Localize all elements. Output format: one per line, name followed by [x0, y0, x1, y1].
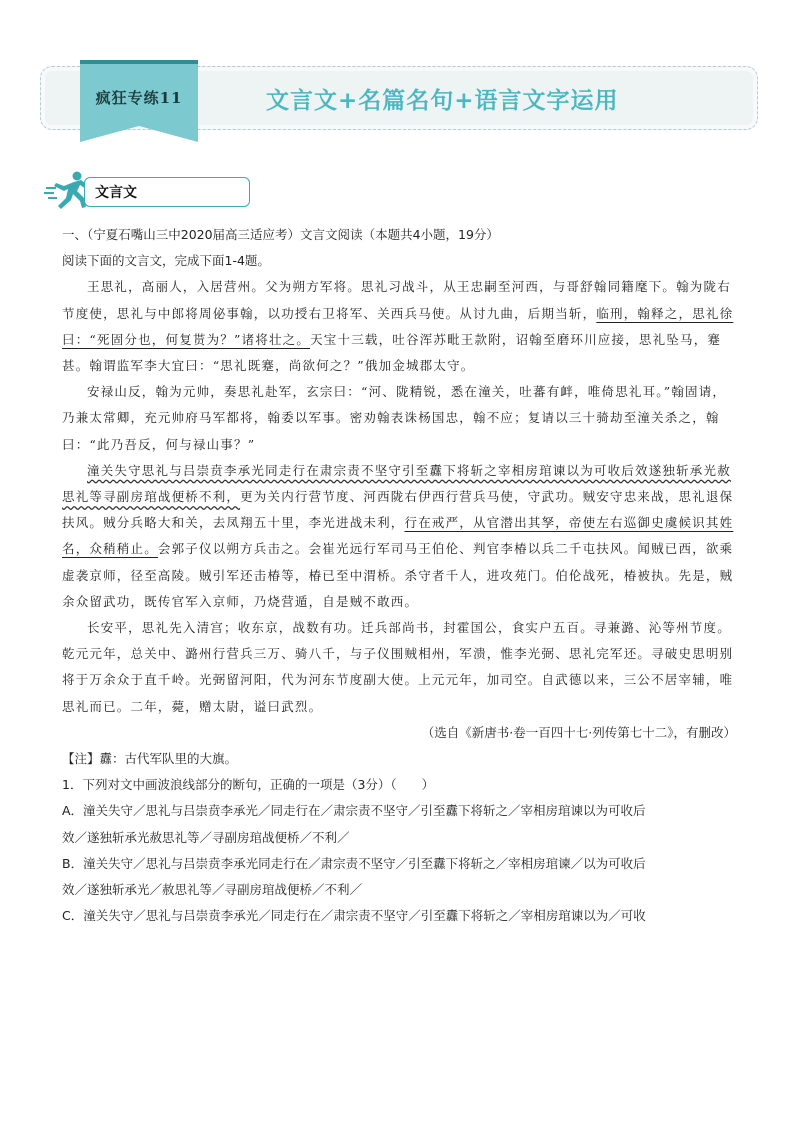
- header-ribbon: [80, 60, 198, 142]
- option-b: B．潼关失守／思礼与吕崇贲李承光同走行在／肃宗责不坚守／引至纛下将斩之／宰相房琯谏／以为可收后: [62, 855, 646, 871]
- question-heading: 一、（宁夏石嘴山三中2020届高三适应考）文言文阅读（本题共4小题，19分）: [62, 227, 499, 242]
- annotation-note: 【注】纛：古代军队里的大旗。: [62, 751, 238, 767]
- source-citation: （选自《新唐书·卷一百四十七·列传第七十二》，有删改）: [421, 724, 736, 740]
- question-1: 1．下列对文中画波浪线部分的断句，正确的一项是（3分）（ ）: [62, 777, 435, 793]
- option-b-cont: 效／遂独斩承光／赦思礼等／寻副房琯战便桥／不利／: [62, 882, 363, 898]
- section-label: 文言文: [95, 185, 137, 201]
- passage-paragraph-1: 王思礼，高丽人，入居营州。父为朔方军将。思礼习战斗，从王忠嗣至河西，与哥舒翰同籍麾下。翰为陇右节度使，思礼与中郎将周佖事翰，以功授右卫将军、关西兵马使。从讨九曲，后期当斩，临刑，翰释之，思礼徐曰：“死固分也，何复贳为？”诸将壮之。天宝十三载，吐谷浑苏毗王款附，诏翰至磨环川应接，思礼坠马，蹇甚。翰谓监军李大宜曰：“思礼既蹇，尚欲何之？”俄加金城郡太守。: [62, 279, 734, 374]
- document-body: [62, 222, 736, 929]
- passage-paragraph-2: 安禄山反，翰为元帅，奏思礼赴军，玄宗曰：“河、陇精锐，悉在潼关，吐蕃有衅，唯倚思礼耳。”翰固请，乃兼太常卿，充元帅府马军都将，翰委以军事。密劝翰表诛杨国忠，翰不应；复请以三十骑劫至潼关杀之，翰曰：“此乃吾反，何与禄山事？”: [62, 384, 727, 452]
- page-title: 文言文+名篇名句+语言文字运用: [266, 88, 619, 114]
- wavy-underline-text: 潼关失守思礼与吕崇贲李承光同走行在肃宗责不坚守引至纛下将斩之宰相房琯谏以为可收后效遂独斩承光赦思礼等寻副房琯战便桥不利，: [62, 462, 731, 505]
- section-tag: [84, 177, 250, 207]
- option-a: A．潼关失守／思礼与吕崇贲李承光／同走行在／肃宗责不坚守／引至纛下将斩之／宰相房琯谏以为可收后: [62, 803, 646, 819]
- option-c: C．潼关失守／思礼与吕崇贲李承光／同走行在／肃宗责不坚守／引至纛下将斩之／宰相房琯谏以为／可收: [62, 908, 646, 924]
- underlined-sentence: 临刑，翰释之，思礼徐曰：“死固分也，何复贳为？”诸将壮之。: [62, 305, 734, 347]
- passage-paragraph-3: 潼关失守思礼与吕崇贲李承光同走行在肃宗责不坚守引至纛下将斩之宰相房琯谏以为可收后效遂独斩承光赦思礼等寻副房琯战便桥不利，更为关内行营节度、河西陇右伊西行营兵马使，守武功。贼安守忠来战，思礼退保扶风。贼分兵略大和关，去凤翔五十里，李光进战未利，行在戒严，从官潜出其孥，帝使左右巡御史虞候识其姓名，众稍稍止。会郭子仪以朔方兵击之。会崔光远行军司马王伯伦、判官李椿以兵二千屯扶风。闻贼已西，欲乘虚袭京师，径至高陵。贼引军还击椿等，椿已至中渭桥。杀守者千人，进攻苑门。伯伦战死，椿被执。先是，贼余众留武功，既传官军入京师，乃烧营遁，自是贼不敢西。: [62, 462, 734, 609]
- instruction: 阅读下面的文言文，完成下面1-4题。: [62, 253, 270, 269]
- underlined-sentence: 行在戒严，从官潜出其孥，帝使左右巡御史虞候识其姓名，众稍稍止。: [62, 515, 734, 557]
- ribbon-label: 疯狂专练11: [95, 89, 183, 107]
- passage-paragraph-4: 长安平，思礼先入清宫；收东京，战数有功。迁兵部尚书，封霍国公，食实户五百。寻兼潞、沁等州节度。乾元元年，总关中、潞州行营兵三万、骑八千，与子仪围贼相州，军溃，惟李光弼、思礼完军还。寻破史思明别将于万余众于直千岭。光弼留河阳，代为河东节度副大使。上元元年，加司空。自武德以来，三公不居宰辅，唯思礼而已。二年，薨，赠太尉，谥曰武烈。: [62, 620, 734, 714]
- option-a-cont: 效／遂独斩承光赦思礼等／寻副房琯战便桥／不利／: [62, 829, 350, 845]
